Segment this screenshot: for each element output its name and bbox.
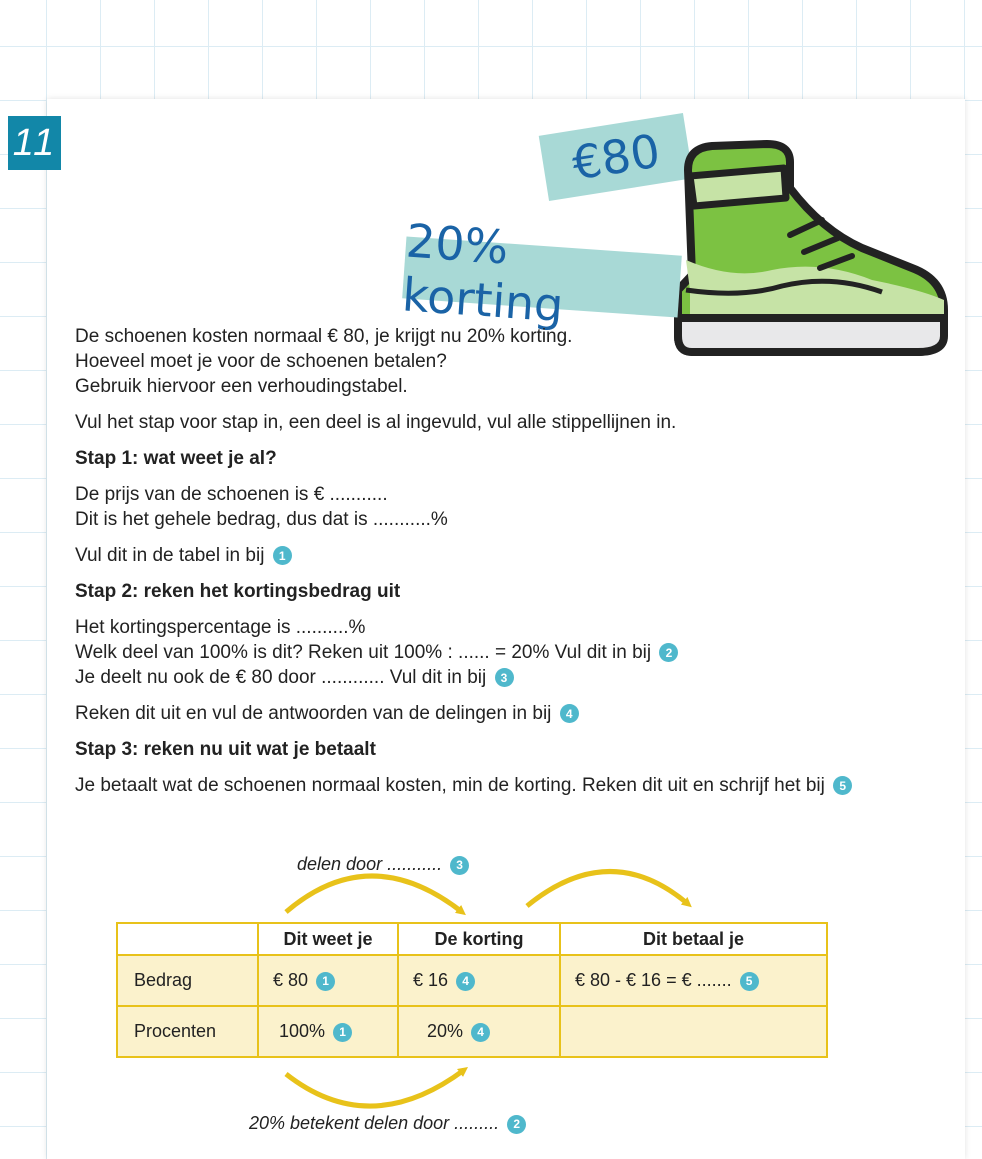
step-marker: 5 [740, 972, 759, 991]
step-marker: 2 [659, 643, 678, 662]
step2-line-2-text: Welk deel van 100% is dit? Reken uit 100% : ...... = 20% Vul dit in bij [75, 642, 652, 663]
intro-line-2: Hoeveel moet je voor de schoenen betalen? [75, 351, 447, 372]
cell-bedrag-pay[interactable] [560, 955, 827, 1006]
table-header-row [117, 923, 827, 955]
cell-procenten-discount [398, 1006, 560, 1057]
discount-tag: 20% korting [402, 236, 682, 317]
step2-line-3-text: Je deelt nu ook de € 80 door ............ Vul dit in bij [75, 667, 487, 688]
table-header-empty [117, 923, 258, 955]
table-row [117, 1006, 827, 1057]
step2-title: Stap 2: reken het kortingsbedrag uit [75, 581, 401, 602]
step1-line-2: Dit is het gehele bedrag, dus dat is ...........% [75, 509, 448, 530]
step2-line-1: Het kortingspercentage is ..........% [75, 617, 366, 638]
step-marker: 4 [456, 972, 475, 991]
table-row [117, 955, 827, 1006]
step-marker: 3 [450, 856, 469, 875]
step3-line-1-text: Je betaalt wat de schoenen normaal kosten, min de korting. Reken dit uit en schrijf het bij [75, 775, 825, 796]
step2-line-4-text: Reken dit uit en vul de antwoorden van de delingen in bij [75, 703, 552, 724]
cell-value: € 16 [413, 970, 449, 990]
step-marker: 4 [471, 1023, 490, 1042]
step-marker: 1 [333, 1023, 352, 1042]
bottom-arrow-label-text: 20% betekent delen door ......... [249, 1113, 500, 1133]
price-tag: €80 [539, 113, 694, 201]
instruction: Vul het stap voor stap in, een deel is al ingevuld, vul alle stippellijnen in. [75, 412, 677, 433]
arrow-bottom [286, 1070, 464, 1106]
row-label-bedrag: Bedrag [117, 955, 258, 1006]
step1-line-3-text: Vul dit in de tabel in bij [75, 545, 265, 566]
row-label-procenten: Procenten [117, 1006, 258, 1057]
table-header-known: Dit weet je [258, 923, 398, 955]
step-marker: 5 [833, 776, 852, 795]
arrow-top-left [286, 876, 462, 912]
table-header-discount: De korting [398, 923, 560, 955]
step-marker: 2 [507, 1115, 526, 1134]
step-marker: 3 [495, 668, 514, 687]
cell-value: 100% [279, 1021, 326, 1041]
cell-value: 20% [427, 1021, 464, 1041]
step-marker: 1 [316, 972, 335, 991]
step-marker: 4 [560, 704, 579, 723]
cell-procenten-known [258, 1006, 398, 1057]
step1-line-1: De prijs van de schoenen is € ........... [75, 484, 388, 505]
bottom-arrow-label [249, 1113, 526, 1134]
step3-title: Stap 3: reken nu uit wat je betaalt [75, 739, 376, 760]
step-marker: 1 [273, 546, 292, 565]
cell-bedrag-discount [398, 955, 560, 1006]
cell-procenten-pay[interactable] [560, 1006, 827, 1057]
step1-title: Stap 1: wat weet je al? [75, 448, 277, 469]
top-arrow-label-text: delen door ........... [297, 854, 443, 874]
ratio-table [116, 922, 828, 1058]
intro-line-3: Gebruik hiervoor een verhoudingstabel. [75, 376, 408, 397]
cell-value: € 80 - € 16 = € ....... [575, 970, 732, 990]
exercise-number: 11 [8, 116, 61, 170]
intro-line-1: De schoenen kosten normaal € 80, je krijgt nu 20% korting. [75, 326, 573, 347]
arrow-top-right [527, 871, 688, 906]
cell-bedrag-known [258, 955, 398, 1006]
table-header-pay: Dit betaal je [560, 923, 827, 955]
cell-value: € 80 [273, 970, 309, 990]
